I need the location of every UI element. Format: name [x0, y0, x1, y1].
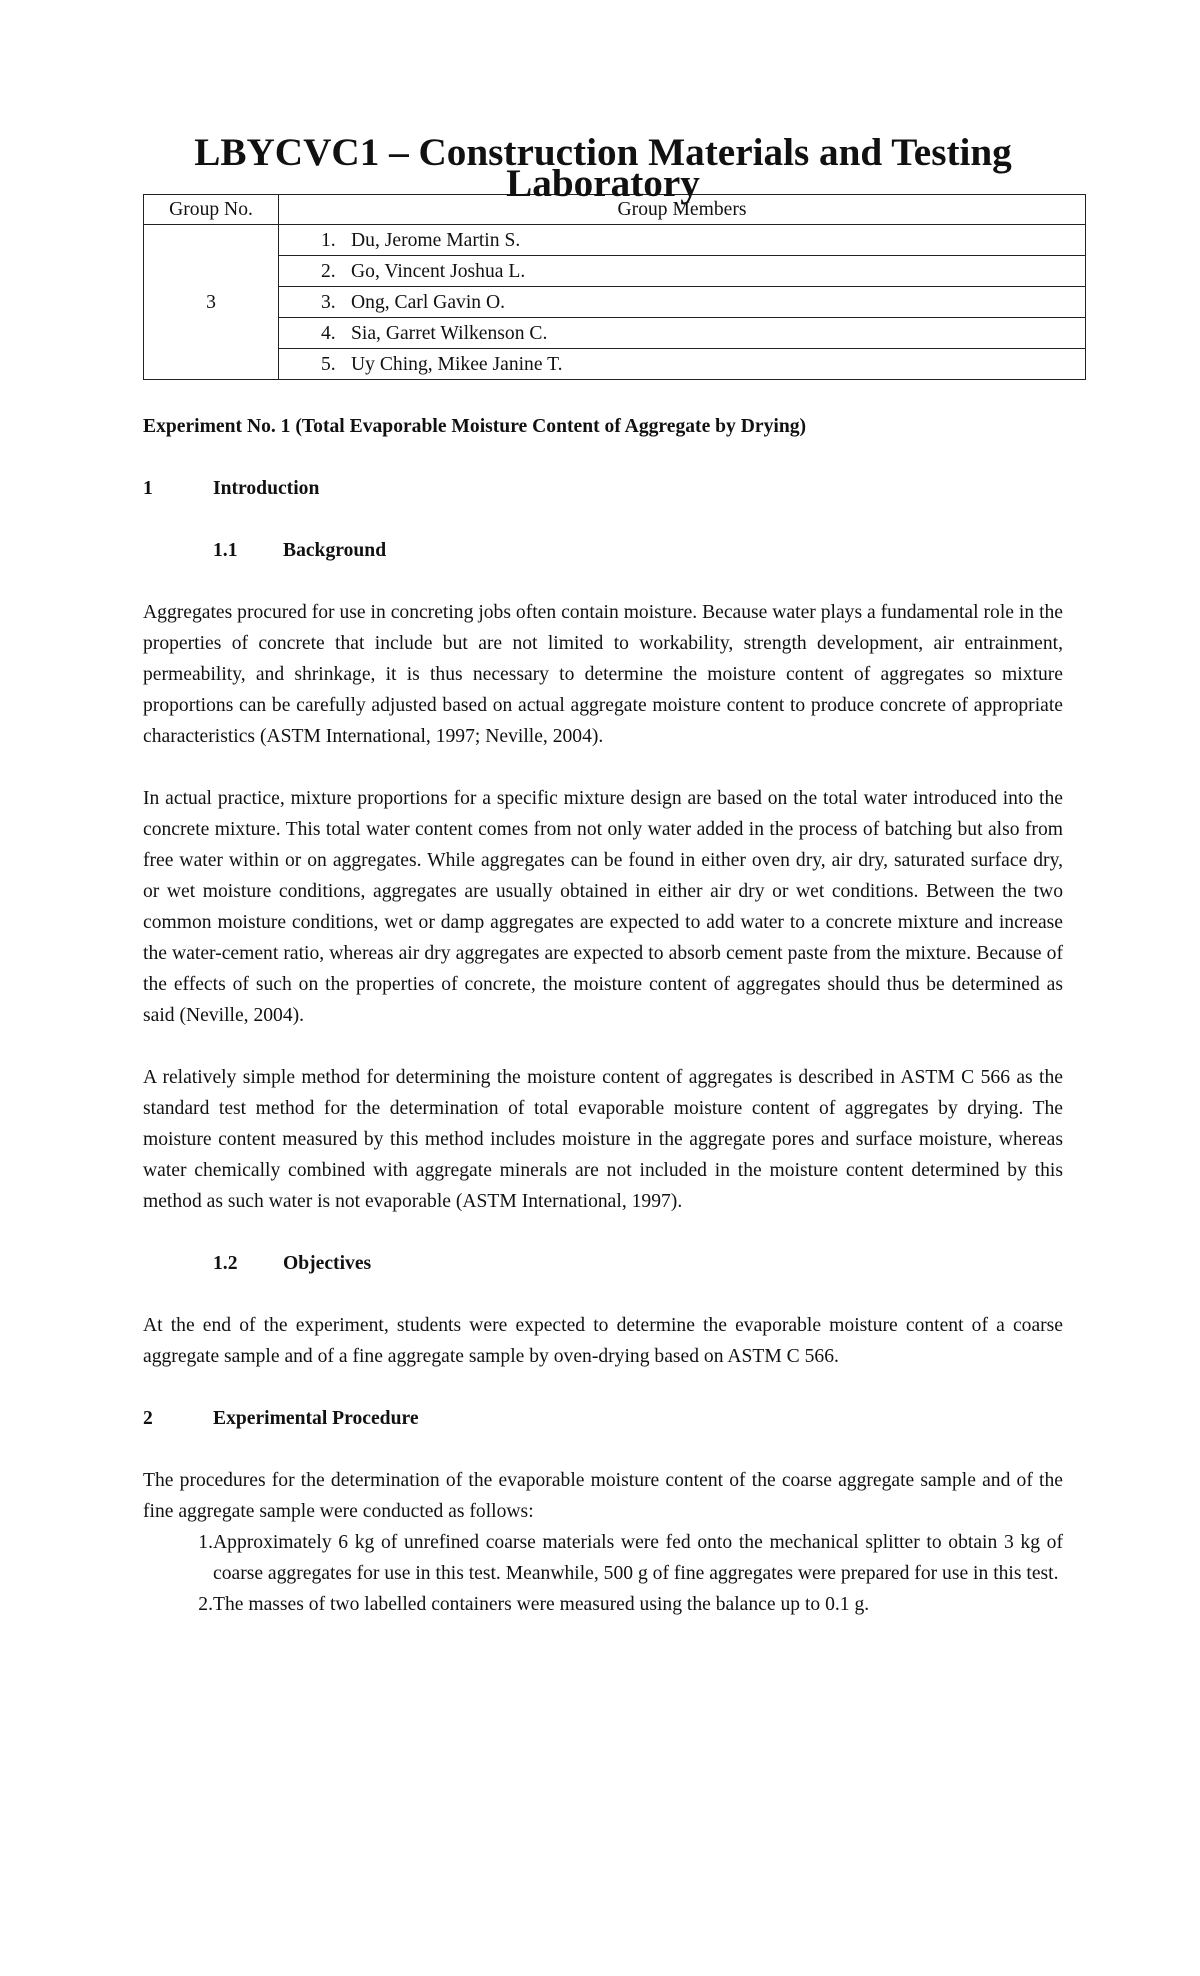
member-number: 4. — [321, 322, 336, 344]
member-cell — [279, 256, 1086, 287]
list-item — [143, 1527, 1063, 1589]
paragraph-background-1: Aggregates procured for use in concreting jobs often contain moisture. Because water plays a fundamental role in the properties of concrete that include but are not limited to workability, strength development, air entrainment, permeability, and shrinkage, it is thus necessary to determine the moisture content of aggregates so mixture proportions can be carefully adjusted based on actual aggregate moisture content to produce concrete of appropriate characteristics (ASTM International, 1997; Neville, 2004). — [143, 602, 1063, 747]
paragraph-procedure-intro: The procedures for the determination of the evaporable moisture content of the coarse aggregate sample and of the fine aggregate sample were conducted as follows: — [143, 1470, 1063, 1522]
member-cell — [279, 349, 1086, 380]
group-number-cell: 3 — [144, 225, 279, 380]
step-text: The masses of two labelled containers were measured using the balance up to 0.1 g. — [213, 1594, 870, 1615]
member-cell — [279, 287, 1086, 318]
table-row — [144, 287, 1086, 318]
table-row — [144, 318, 1086, 349]
section-title: Experimental Procedure — [213, 1408, 419, 1429]
document-page — [143, 131, 1063, 1620]
subsection-title: Objectives — [283, 1253, 372, 1274]
section-number: 2 — [143, 1408, 153, 1429]
section-title: Introduction — [213, 478, 320, 499]
header-group-no: Group No. — [144, 195, 279, 225]
section-heading-introduction — [143, 473, 1063, 504]
header-group-members: Group Members — [279, 195, 1086, 225]
step-number: 2. — [198, 1594, 213, 1615]
group-members-table — [143, 194, 1086, 380]
member-name: Du, Jerome Martin S. — [351, 229, 521, 251]
member-number: 3. — [321, 291, 336, 313]
step-number: 1. — [198, 1532, 213, 1553]
member-name: Ong, Carl Gavin O. — [351, 291, 506, 313]
paragraph-objectives: At the end of the experiment, students were expected to determine the evaporable moisture content of a coarse aggregate sample and of a fine aggregate sample by oven-drying based on ASTM C 566. — [143, 1315, 1063, 1367]
member-name: Sia, Garret Wilkenson C. — [351, 322, 548, 344]
member-number: 1. — [321, 229, 336, 251]
procedure-steps-list — [143, 1527, 1063, 1620]
experiment-title: Experiment No. 1 (Total Evaporable Moisture Content of Aggregate by Drying) — [143, 416, 807, 437]
member-name: Uy Ching, Mikee Janine T. — [351, 353, 563, 375]
section-number: 1 — [143, 478, 153, 499]
member-cell — [279, 225, 1086, 256]
subsection-number: 1.2 — [213, 1253, 238, 1274]
member-name: Go, Vincent Joshua L. — [351, 260, 526, 282]
document-title: LBYCVC1 – Construction Materials and Testing Laboratory — [194, 131, 1012, 205]
table-row — [144, 225, 1086, 256]
member-cell — [279, 318, 1086, 349]
table-row — [144, 349, 1086, 380]
subsection-number: 1.1 — [213, 540, 238, 561]
member-number: 2. — [321, 260, 336, 282]
paragraph-background-2: In actual practice, mixture proportions for a specific mixture design are based on the total water introduced into the concrete mixture. This total water content comes from not only water added in the process of batching but also from free water within or on aggregates. While aggregates can be found in either oven dry, air dry, saturated surface dry, or wet moisture conditions, aggregates are usually obtained in either air dry or wet conditions. Between the two common moisture conditions, wet or damp aggregates are expected to add water to a concrete mixture and increase the water-cement ratio, whereas air dry aggregates are expected to absorb cement paste from the mixture. Because of the effects of such on the properties of concrete, the moisture content of aggregates should thus be determined as said (Neville, 2004). — [143, 788, 1063, 1026]
list-item — [143, 1589, 1063, 1620]
paragraph-background-3: A relatively simple method for determining the moisture content of aggregates is described in ASTM C 566 as the standard test method for the determination of total evaporable moisture content of aggregates by drying. The moisture content measured by this method includes moisture in the aggregate pores and surface moisture, whereas water chemically combined with aggregate minerals are not included in the moisture content determined by this method as such water is not evaporable (ASTM International, 1997). — [143, 1067, 1063, 1212]
subsection-heading-objectives — [213, 1248, 1063, 1279]
subsection-heading-background — [213, 535, 1063, 566]
table-row — [144, 256, 1086, 287]
step-text: Approximately 6 kg of unrefined coarse materials were fed onto the mechanical splitter to obtain 3 kg of coarse aggregates for use in this test. Meanwhile, 500 g of fine aggregates were prepared for use in this test. — [213, 1532, 1063, 1584]
member-number: 5. — [321, 353, 336, 375]
section-heading-procedure — [143, 1403, 1063, 1434]
subsection-title: Background — [283, 540, 387, 561]
